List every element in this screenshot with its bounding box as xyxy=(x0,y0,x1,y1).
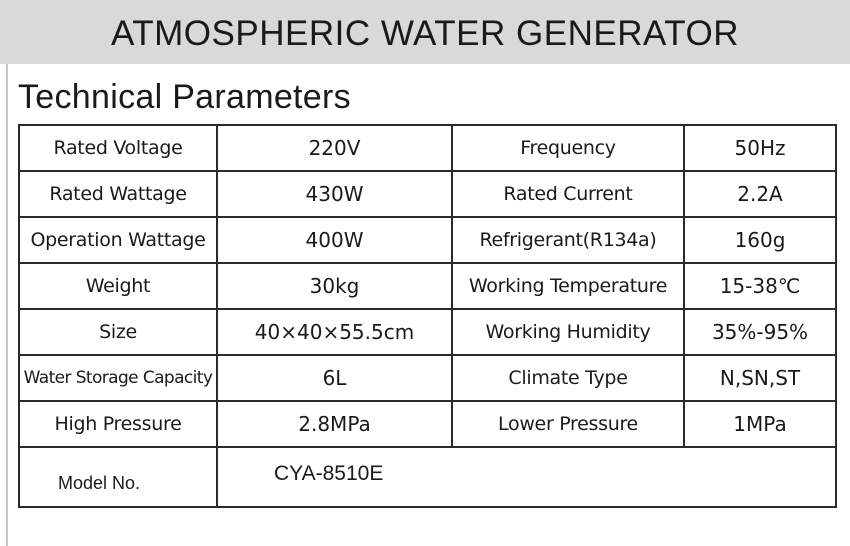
param-value: 50Hz xyxy=(684,125,836,171)
param-label: Weight xyxy=(19,263,217,309)
table-row xyxy=(19,263,836,309)
title-banner xyxy=(0,0,850,64)
param-value: 400W xyxy=(217,217,452,263)
param-label: Size xyxy=(19,309,217,355)
model-value: CYA-8510E xyxy=(217,447,836,507)
param-label: Working Temperature xyxy=(452,263,684,309)
param-label: Working Humidity xyxy=(452,309,684,355)
param-value: 40×40×55.5cm xyxy=(217,309,452,355)
param-value: 160g xyxy=(684,217,836,263)
param-label: Refrigerant(R134a) xyxy=(452,217,684,263)
parameters-table xyxy=(18,124,837,508)
param-value: 30kg xyxy=(217,263,452,309)
param-label: Rated Wattage xyxy=(19,171,217,217)
table-row xyxy=(19,125,836,171)
param-value: 430W xyxy=(217,171,452,217)
table-row xyxy=(19,355,836,401)
param-label: Operation Wattage xyxy=(19,217,217,263)
param-value: 15-38℃ xyxy=(684,263,836,309)
param-value: 6L xyxy=(217,355,452,401)
param-label: Water Storage Capacity xyxy=(19,355,217,401)
banner-title: ATMOSPHERIC WATER GENERATOR xyxy=(111,14,739,53)
param-label: High Pressure xyxy=(19,401,217,447)
param-value: 35%-95% xyxy=(684,309,836,355)
param-value: 2.8MPa xyxy=(217,401,452,447)
param-label: Rated Current xyxy=(452,171,684,217)
param-label: Rated Voltage xyxy=(19,125,217,171)
model-label: Model No. xyxy=(19,447,217,507)
model-row xyxy=(19,447,836,507)
table-row xyxy=(19,309,836,355)
param-value: 220V xyxy=(217,125,452,171)
param-label: Frequency xyxy=(452,125,684,171)
table-row xyxy=(19,171,836,217)
table-row xyxy=(19,401,836,447)
param-value: 1MPa xyxy=(684,401,836,447)
param-value: N,SN,ST xyxy=(684,355,836,401)
param-label: Lower Pressure xyxy=(452,401,684,447)
section-title: Technical Parameters xyxy=(18,78,351,116)
param-value: 2.2A xyxy=(684,171,836,217)
left-edge-line xyxy=(6,64,8,546)
table-row xyxy=(19,217,836,263)
param-label: Climate Type xyxy=(452,355,684,401)
